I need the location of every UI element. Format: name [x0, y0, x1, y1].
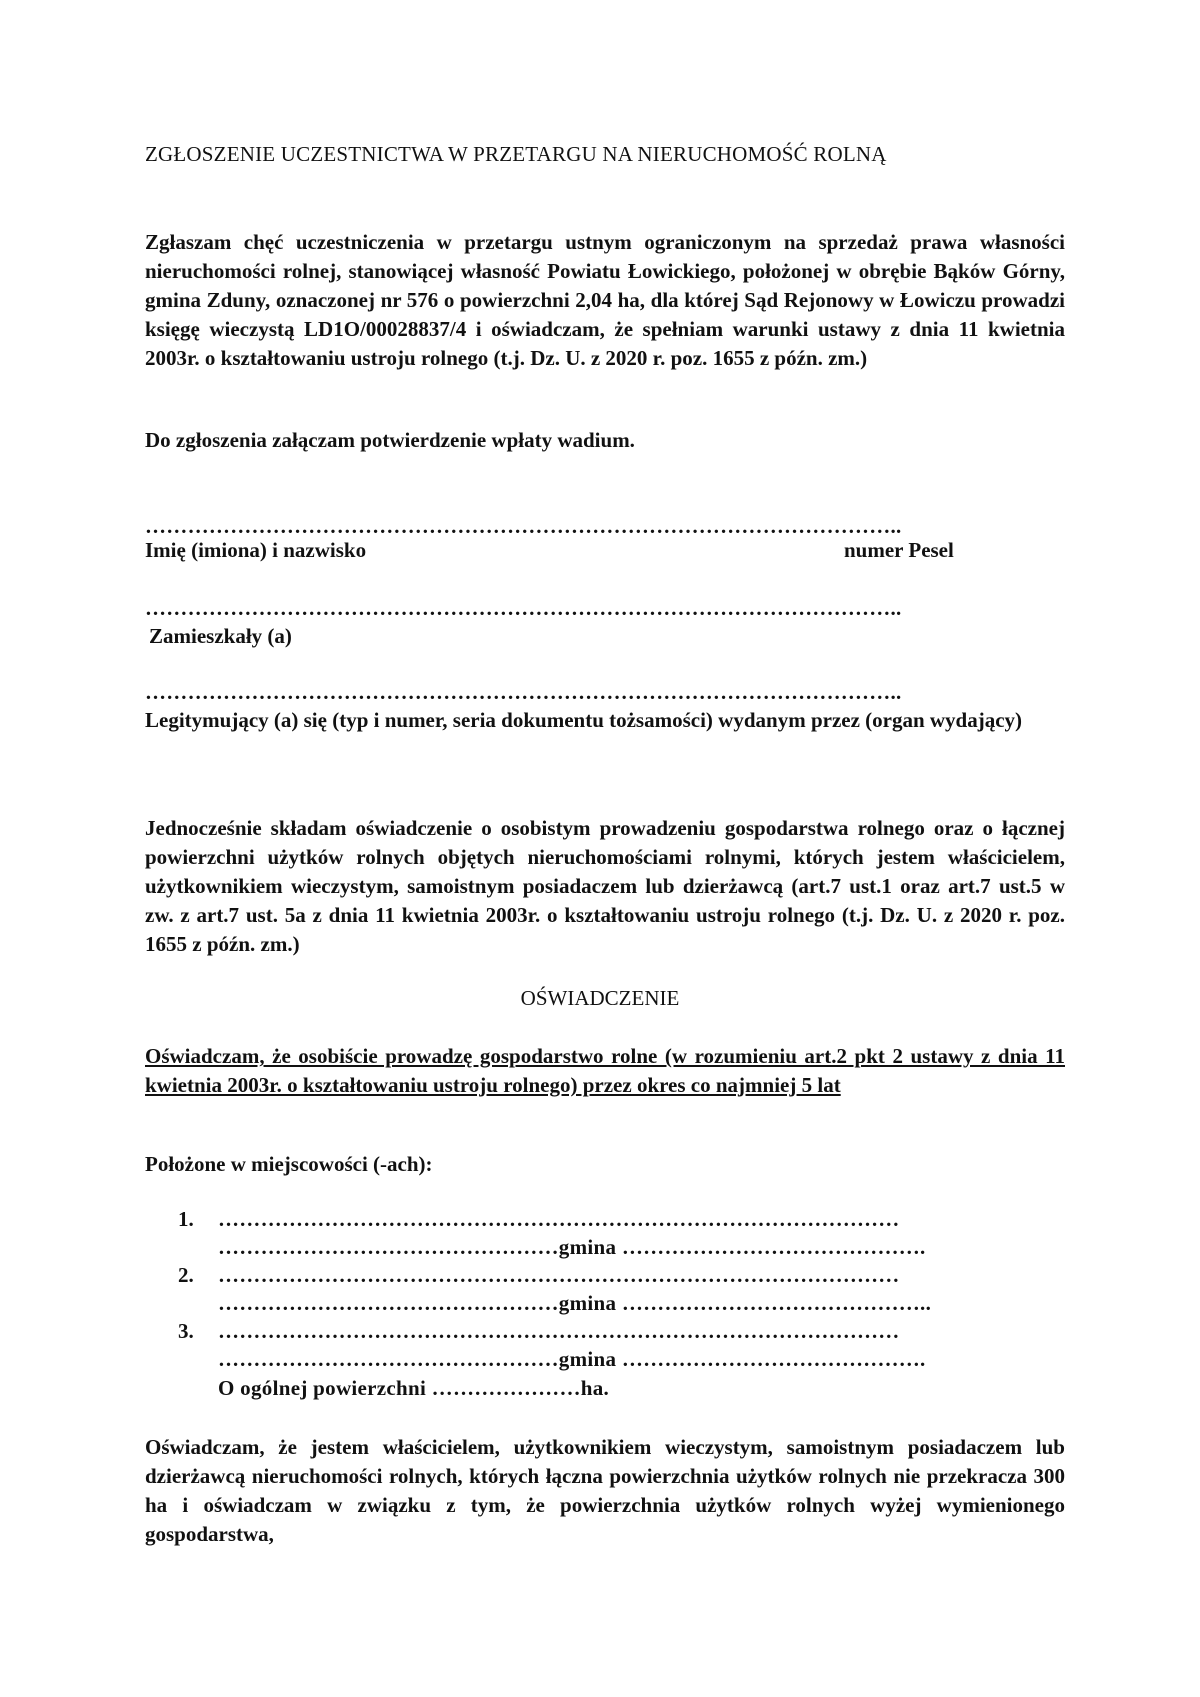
total-area-line: O ogólnej powierzchni …………………ha. [218, 1376, 610, 1400]
list-item-3-line1: …………………………………………………………………………………… [218, 1319, 900, 1343]
name-dotted-field: …………………………………………………………………………………………….. [145, 514, 902, 538]
list-number-1: 1. [178, 1207, 194, 1231]
residence-label: Zamieszkały (a) [149, 624, 292, 648]
id-label: Legitymujący (a) się (typ i numer, seria dokumentu tożsamości) wydanym przez (organ wydający) [145, 708, 1023, 732]
declaration-intro: Jednocześnie składam oświadczenie o osobistym prowadzeniu gospodarstwa rolnego oraz o łącznej powierzchni użytków rolnych objętych nieruchomościami rolnymi, których jestem właścicielem, użytkownikiem wieczystym, samoistnym posiadaczem lub dzierżawcą (art.7 ust.1 oraz art.7 ust.5 w zw. z art.7 ust. 5a z dnia 11 kwietnia 2003r. o kształtowaniu ustroju rolnego (t.j. Dz. U. z 2020 r. poz. 1655 z późn. zm.) [145, 816, 1065, 956]
id-dotted-field: …………………………………………………………………………………………….. [145, 680, 902, 704]
declaration-statement: Oświadczam, że osobiście prowadzę gospodarstwo rolne (w rozumieniu art.2 pkt 2 ustawy z dnia 11 kwietnia 2003r. o kształtowaniu ustroju rolnego) przez okres co najmniej 5 lat [145, 1044, 1065, 1097]
intro-paragraph: Zgłaszam chęć uczestniczenia w przetargu ustnym ograniczonym na sprzedaż prawa własności nieruchomości rolnej, stanowiącej własność Powiatu Łowickiego, położonej w obrębie Bąków Górny, gmina Zduny, oznaczonej nr 576 o powierzchni 2,04 ha, dla której Sąd Rejonowy w Łowiczu prowadzi księgę wieczystą LD1O/00028837/4 i oświadczam, że spełniam warunki ustawy z dnia 11 kwietnia 2003r. o kształtowaniu ustroju rolnego (t.j. Dz. U. z 2020 r. poz. 1655 z późn. zm.) [145, 230, 1065, 370]
list-number-2: 2. [178, 1263, 194, 1287]
attachment-line: Do zgłoszenia załączam potwierdzenie wpłaty wadium. [145, 428, 635, 452]
document-title: ZGŁOSZENIE UCZESTNICTWA W PRZETARGU NA NIERUCHOMOŚĆ ROLNĄ [145, 142, 887, 166]
list-item-2-line1: …………………………………………………………………………………… [218, 1263, 900, 1287]
list-item-3-line2: …………………………………………gmina ……………………………………. [218, 1347, 926, 1371]
list-item-1-line1: …………………………………………………………………………………… [218, 1207, 900, 1231]
located-label: Położone w miejscowości (-ach): [145, 1152, 433, 1176]
list-item-1-line2: …………………………………………gmina ……………………………………. [218, 1235, 926, 1259]
residence-dotted-field: …………………………………………………………………………………………….. [145, 596, 902, 620]
declaration-heading: OŚWIADCZENIE [520, 986, 680, 1010]
name-label: Imię (imiona) i nazwisko [145, 538, 367, 562]
pesel-label: numer Pesel [844, 538, 954, 562]
final-paragraph: Oświadczam, że jestem właścicielem, użytkownikiem wieczystym, samoistnym posiadaczem lub dzierżawcą nieruchomości rolnych, których łączna powierzchnia użytków rolnych nie przekracza 300 ha i oświadczam w związku z tym, że powierzchnia użytków rolnych wyżej wymienionego gospodarstwa, [145, 1435, 1065, 1546]
list-number-3: 3. [178, 1319, 194, 1343]
list-item-2-line2: …………………………………………gmina …………………………………….. [218, 1291, 932, 1315]
